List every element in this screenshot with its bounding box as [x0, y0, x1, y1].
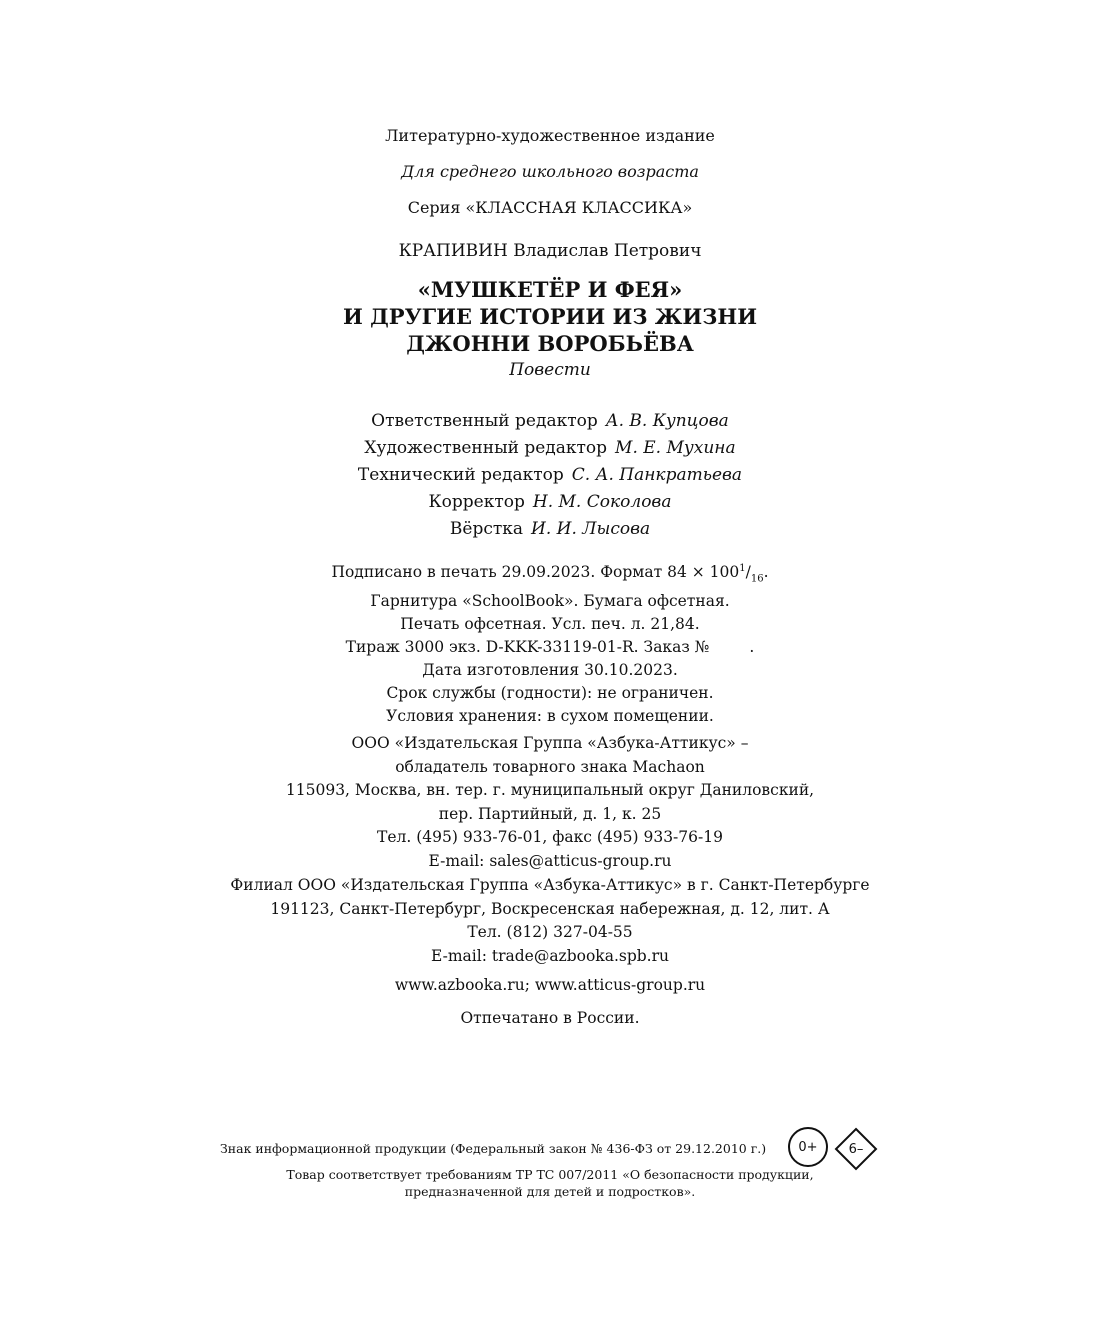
manufacture-date: Дата изготовления 30.10.2023.	[422, 661, 678, 680]
info-product-mark: Знак информационной продукции (Федеральный закон № 436-ФЗ от 29.12.2010 г.)	[220, 1141, 767, 1156]
audience: Для среднего школьного возраста	[401, 162, 699, 181]
publisher-address-1: 115093, Москва, вн. тер. г. муниципальный округ Даниловский,	[285, 781, 815, 799]
imprint-header	[0, 118, 1100, 226]
age-rating-circle-icon: 0+	[788, 1127, 828, 1167]
staff-role: Корректор	[428, 492, 525, 512]
branch-info	[0, 874, 1100, 968]
printed-in	[0, 1006, 1100, 1030]
title-line-2: И ДРУГИЕ ИСТОРИИ ИЗ ЖИЗНИ	[342, 304, 758, 329]
websites-text: www.azbooka.ru; www.atticus-group.ru	[394, 976, 706, 994]
staff-person: А. В. Купцова	[605, 411, 729, 431]
printed-in-text: Отпечатано в России.	[460, 1009, 640, 1027]
publisher-address-2: пер. Партийный, д. 1, к. 25	[438, 804, 662, 823]
edition-type: Литературно-художественное издание	[385, 126, 715, 145]
publisher-info	[0, 732, 1100, 873]
typeface: Гарнитура «SchoolBook». Бумага офсетная.	[370, 592, 730, 611]
service-life: Срок службы (годности): не ограничен.	[386, 684, 714, 703]
signed-text: Подписано в печать 29.09.2023. Формат 84 × 100	[331, 563, 740, 582]
staff-credits	[0, 408, 1100, 543]
compliance-line-2: предназначенной для детей и подростков».	[404, 1184, 696, 1199]
print-run: Тираж 3000 экз. D-KKK-33119-01-R. Заказ № .	[345, 638, 755, 657]
staff-role: Ответственный редактор	[371, 411, 598, 431]
branch-address: 191123, Санкт-Петербург, Воскресенская набережная, д. 12, лит. А	[270, 899, 830, 918]
format-denominator: 16	[750, 573, 764, 585]
staff-row	[0, 516, 1100, 543]
staff-role: Вёрстка	[449, 519, 524, 539]
author	[0, 238, 1100, 264]
branch-name: Филиал ООО «Издательская Группа «Азбука-Аттикус» в г. Санкт-Петербурге	[230, 876, 870, 894]
publisher-phone: Тел. (495) 933-76-01, факс (495) 933-76-19	[377, 828, 723, 846]
print-run-text: Тираж 3000 экз. D-KKK-33119-01-R. Заказ №	[345, 638, 710, 657]
genre-label: Повести	[509, 360, 591, 380]
staff-row	[0, 435, 1100, 462]
storage-conditions: Условия хранения: в сухом помещении.	[386, 707, 714, 726]
staff-row	[0, 489, 1100, 516]
staff-row	[0, 408, 1100, 435]
publisher-email: E-mail: sales@atticus-group.ru	[428, 851, 672, 870]
title-line-3: ДЖОННИ ВОРОБЬЁВА	[406, 331, 694, 356]
genre	[0, 358, 1100, 382]
series: Серия «КЛАССНАЯ КЛАССИКА»	[407, 198, 693, 217]
branch-phone: Тел. (812) 327-04-55	[467, 923, 633, 941]
age-rating-diamond-icon	[834, 1127, 878, 1171]
compliance-note	[0, 1166, 1100, 1200]
title-line-1: «МУШКЕТЁР И ФЕЯ»	[417, 277, 683, 302]
book-title	[0, 276, 1100, 357]
staff-row	[0, 462, 1100, 489]
age-rating-diamond-label: 6–	[848, 1141, 864, 1157]
staff-role: Художественный редактор	[364, 438, 608, 458]
websites	[0, 973, 1100, 997]
print-details	[0, 557, 1100, 728]
author-name: КРАПИВИН Владислав Петрович	[398, 241, 702, 261]
staff-role: Технический редактор	[357, 465, 564, 485]
publisher-name: ООО «Издательская Группа «Азбука-Аттикус» –	[351, 734, 749, 752]
format-numerator: 1	[739, 563, 746, 574]
staff-person: С. А. Панкратьева	[571, 465, 743, 485]
publisher-trademark: обладатель товарного знака Machaon	[395, 757, 705, 776]
branch-email: E-mail: trade@azbooka.spb.ru	[431, 946, 669, 965]
staff-person: И. И. Лысова	[531, 519, 651, 539]
signed-to-print: Подписано в печать 29.09.2023. Формат $84 \times 100^1/_{16}$.	[331, 563, 769, 585]
compliance-line-1: Товар соответствует требованиям ТР ТС 007/2011 «О безопасности продукции,	[286, 1167, 814, 1182]
printing-method: Печать офсетная. Усл. печ. л. 21,84.	[400, 615, 700, 634]
staff-person: Н. М. Соколова	[532, 492, 672, 512]
staff-person: М. Е. Мухина	[615, 438, 736, 458]
